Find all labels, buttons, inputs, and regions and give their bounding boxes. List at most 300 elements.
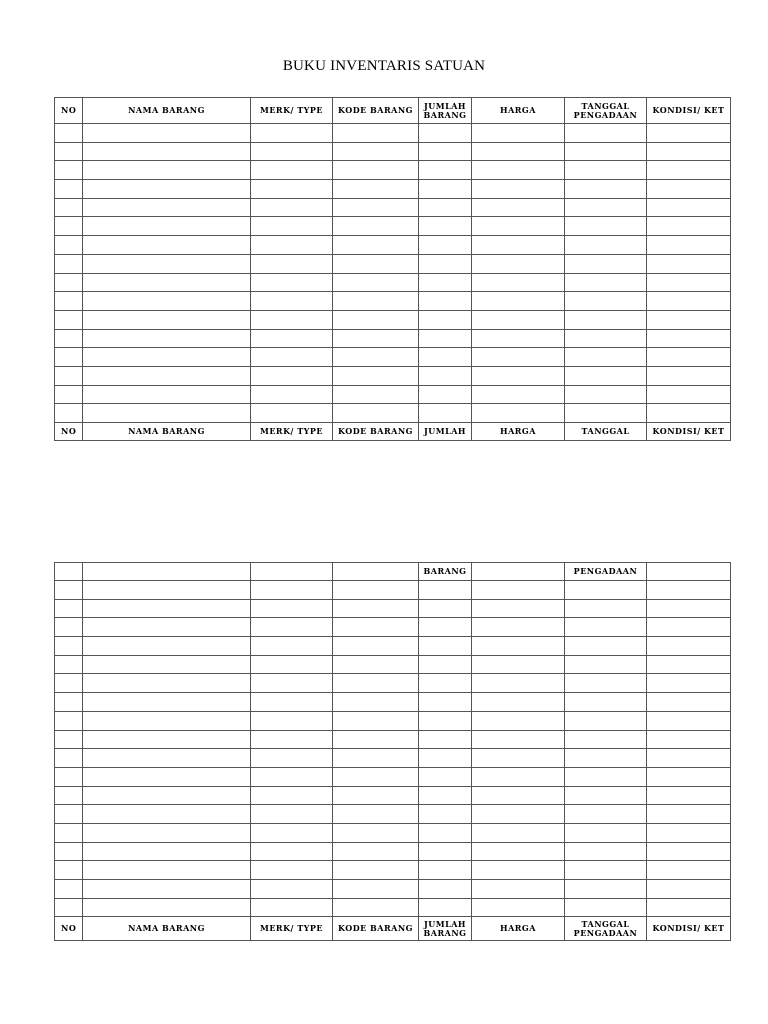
table-row [55,730,731,749]
cell [251,563,333,581]
table-cell [647,329,731,348]
table-cell [55,198,83,217]
table-cell [419,618,472,637]
table-cell [333,366,419,385]
table-cell [55,711,83,730]
table-cell [419,254,472,273]
table-cell [565,674,647,693]
table-cell [647,310,731,329]
table-cell [647,366,731,385]
cell [333,563,419,581]
col-no-footer: NO [55,917,83,941]
table-cell [472,637,565,656]
table-cell [83,730,251,749]
table-cell [565,823,647,842]
table-cell [333,730,419,749]
table-cell [647,142,731,161]
table-cell [472,599,565,618]
table-cell [333,180,419,199]
table-cell [565,767,647,786]
footer-row [55,423,731,441]
table-cell [472,674,565,693]
table-cell [472,861,565,880]
table-cell [333,348,419,367]
table-cell [419,292,472,311]
table-cell [472,767,565,786]
table-cell [55,805,83,824]
table-cell [83,366,251,385]
table-cell [251,880,333,899]
table-row [55,599,731,618]
table-cell [333,310,419,329]
table-row [55,823,731,842]
col-nama-barang-footer: NAMA BARANG [83,423,251,441]
table-cell [647,198,731,217]
table-cell [472,292,565,311]
col-merk-type-footer: MERK/ TYPE [251,917,333,941]
table-cell [333,693,419,712]
table-cell [83,198,251,217]
table-cell [565,786,647,805]
table-cell [565,161,647,180]
table-cell [472,618,565,637]
table-row [55,637,731,656]
table-cell [419,730,472,749]
table-row [55,880,731,899]
table-cell [565,217,647,236]
table-row [55,711,731,730]
table-cell [333,385,419,404]
table-cell [472,730,565,749]
table-cell [251,180,333,199]
table-cell [55,404,83,423]
table-row [55,805,731,824]
table-cell [565,749,647,768]
col-no-header: NO [55,98,83,124]
table-cell [419,161,472,180]
table-cell [83,217,251,236]
table-cell [83,329,251,348]
table-cell [83,786,251,805]
table-cell [565,142,647,161]
table-cell [647,898,731,917]
table-cell [83,711,251,730]
pengadaan-continuation-label: PENGADAAN [565,563,647,581]
table-cell [472,273,565,292]
table-cell [419,142,472,161]
table-cell [472,236,565,255]
table-cell [55,674,83,693]
col-merk-type-footer: MERK/ TYPE [251,423,333,441]
table-cell [647,805,731,824]
tanggal-label: TANGGAL [581,918,630,929]
table-cell [565,329,647,348]
col-kondisi-ket-footer: KONDISI/ KET [647,917,731,941]
table-cell [419,599,472,618]
table-cell [55,124,83,143]
table-cell [419,310,472,329]
table-cell [647,655,731,674]
table-row [55,198,731,217]
table-cell [83,674,251,693]
table-cell [251,366,333,385]
table-cell [419,786,472,805]
cell [647,563,731,581]
table-cell [83,637,251,656]
table-cell [83,292,251,311]
table-row [55,217,731,236]
table-cell [55,310,83,329]
table-cell [472,254,565,273]
table-cell [647,618,731,637]
table-cell [55,618,83,637]
table-row [55,366,731,385]
footer-row [55,917,731,941]
table-row [55,124,731,143]
table-cell [647,385,731,404]
table-cell [647,823,731,842]
table-cell [419,366,472,385]
table-cell [472,805,565,824]
cell [83,563,251,581]
table-row [55,693,731,712]
col-tanggal-footer: TANGGAL [565,423,647,441]
table-cell [83,236,251,255]
table-cell [419,749,472,768]
table-cell [333,273,419,292]
table-cell [333,898,419,917]
table-cell [472,898,565,917]
table-cell [472,329,565,348]
table-cell [419,273,472,292]
table-row [55,655,731,674]
table-cell [419,711,472,730]
table-cell [419,385,472,404]
table-cell [419,124,472,143]
col-jumlah-barang-footer [419,917,472,941]
col-jumlah-footer: JUMLAH [419,423,472,441]
col-harga-header: HARGA [472,98,565,124]
table-cell [83,618,251,637]
table-cell [565,581,647,600]
table-cell [251,861,333,880]
table-cell [565,273,647,292]
table-cell [55,898,83,917]
table-row [55,674,731,693]
table-cell [55,366,83,385]
table-cell [419,236,472,255]
table-cell [647,292,731,311]
table-cell [83,693,251,712]
table-cell [55,273,83,292]
inventory-table-bottom [54,562,731,941]
table-cell [472,880,565,899]
table-cell [333,749,419,768]
table-cell [647,236,731,255]
table-cell [333,786,419,805]
table-cell [419,217,472,236]
table-cell [83,161,251,180]
table-cell [565,236,647,255]
table-cell [472,180,565,199]
table-cell [83,767,251,786]
table-row [55,292,731,311]
table-cell [251,161,333,180]
table-cell [55,655,83,674]
table-cell [419,329,472,348]
col-jumlah-barang-header [419,98,472,124]
table-cell [251,786,333,805]
table-row [55,236,731,255]
table-cell [333,805,419,824]
table-cell [647,599,731,618]
table-cell [83,348,251,367]
table-cell [251,599,333,618]
table-cell [647,124,731,143]
table-cell [55,730,83,749]
table-cell [55,823,83,842]
table-cell [251,404,333,423]
col-kode-barang-header: KODE BARANG [333,98,419,124]
table-cell [55,385,83,404]
table-cell [647,711,731,730]
table-cell [419,823,472,842]
table-cell [83,655,251,674]
pengadaan-label: PENGADAAN [573,927,638,938]
table-cell [55,693,83,712]
table-row [55,254,731,273]
col-harga-footer: HARGA [472,423,565,441]
table-cell [419,404,472,423]
table-cell [472,310,565,329]
table-cell [55,348,83,367]
table-cell [647,217,731,236]
table-cell [55,180,83,199]
table-cell [251,693,333,712]
table-cell [647,348,731,367]
table-cell [472,217,565,236]
table-cell [472,124,565,143]
table-cell [251,348,333,367]
table-cell [55,861,83,880]
table-cell [565,310,647,329]
table-cell [251,124,333,143]
table-cell [333,161,419,180]
barang-continuation-label: BARANG [419,563,472,581]
col-kode-barang-footer: KODE BARANG [333,917,419,941]
table-row [55,348,731,367]
table-cell [419,898,472,917]
table-cell [647,693,731,712]
table-cell [333,217,419,236]
table-cell [333,637,419,656]
table-cell [565,348,647,367]
table-cell [55,786,83,805]
table-cell [472,842,565,861]
table-cell [472,711,565,730]
table-cell [647,180,731,199]
table-cell [565,861,647,880]
table-cell [333,674,419,693]
col-kondisi-ket-header: KONDISI/ KET [647,98,731,124]
table-row [55,786,731,805]
table-row [55,161,731,180]
table-cell [472,385,565,404]
table-cell [333,236,419,255]
table-cell [83,749,251,768]
table-cell [251,236,333,255]
jumlah-label: JUMLAH [423,100,466,111]
table-cell [419,655,472,674]
table-cell [83,823,251,842]
table-cell [565,618,647,637]
barang-label: BARANG [423,927,467,938]
table-cell [647,254,731,273]
table-cell [333,861,419,880]
table-cell [55,142,83,161]
table-cell [83,180,251,199]
table-cell [83,404,251,423]
table-cell [55,217,83,236]
table-cell [333,823,419,842]
table-cell [647,161,731,180]
cell [472,563,565,581]
table-cell [251,730,333,749]
jumlah-label: JUMLAH [423,918,466,929]
col-merk-type-header: MERK/ TYPE [251,98,333,124]
table-cell [83,124,251,143]
table-cell [565,711,647,730]
table-cell [472,198,565,217]
table-cell [472,142,565,161]
table-cell [251,898,333,917]
table-cell [83,310,251,329]
table-cell [55,599,83,618]
table-cell [333,655,419,674]
table-cell [472,786,565,805]
table-cell [333,404,419,423]
col-harga-footer: HARGA [472,917,565,941]
table-cell [565,805,647,824]
table-cell [472,161,565,180]
table-cell [565,180,647,199]
table-cell [419,693,472,712]
barang-label: BARANG [423,109,467,120]
header-row [55,98,731,124]
table-cell [83,254,251,273]
table-cell [83,861,251,880]
table-row [55,767,731,786]
table-cell [333,198,419,217]
col-nama-barang-footer: NAMA BARANG [83,917,251,941]
table-cell [647,842,731,861]
table-cell [565,693,647,712]
table-cell [419,805,472,824]
col-tanggal-pengadaan-header [565,98,647,124]
table-cell [251,749,333,768]
table-cell [251,581,333,600]
table-cell [565,404,647,423]
table-cell [565,254,647,273]
table-cell [333,329,419,348]
table-row [55,310,731,329]
table-cell [55,880,83,899]
table-row [55,581,731,600]
table-cell [55,581,83,600]
table-cell [333,581,419,600]
table-cell [251,198,333,217]
table-cell [419,637,472,656]
table-cell [333,254,419,273]
table-cell [647,730,731,749]
table-cell [55,329,83,348]
table-cell [55,749,83,768]
table-cell [565,898,647,917]
table-cell [83,842,251,861]
table-cell [419,180,472,199]
table-cell [472,655,565,674]
table-row [55,273,731,292]
table-cell [565,124,647,143]
table-cell [647,880,731,899]
table-cell [251,842,333,861]
table-cell [333,842,419,861]
table-cell [83,273,251,292]
table-cell [251,674,333,693]
table-cell [251,618,333,637]
table-cell [55,236,83,255]
table-cell [419,861,472,880]
table-cell [472,693,565,712]
table-cell [333,292,419,311]
table-cell [565,880,647,899]
table-cell [333,618,419,637]
table-cell [647,749,731,768]
table-cell [251,637,333,656]
table-cell [647,767,731,786]
table-cell [472,348,565,367]
table-cell [333,599,419,618]
table-cell [419,581,472,600]
table-cell [55,254,83,273]
continuation-header-row [55,563,731,581]
table-cell [647,637,731,656]
table-cell [333,124,419,143]
table-cell [251,767,333,786]
table-cell [472,581,565,600]
table-cell [83,385,251,404]
table-cell [472,366,565,385]
table-cell [565,637,647,656]
col-tanggal-pengadaan-footer [565,917,647,941]
table-cell [565,292,647,311]
table-cell [333,880,419,899]
table-row [55,861,731,880]
table-cell [251,217,333,236]
col-no-footer: NO [55,423,83,441]
table-cell [251,805,333,824]
col-kode-barang-footer: KODE BARANG [333,423,419,441]
page-title: BUKU INVENTARIS SATUAN [282,58,486,74]
table-cell [83,142,251,161]
table-cell [251,823,333,842]
table-cell [55,767,83,786]
table-cell [333,142,419,161]
table-cell [647,786,731,805]
table-cell [55,842,83,861]
table-row [55,180,731,199]
pengadaan-label: PENGADAAN [573,109,638,120]
